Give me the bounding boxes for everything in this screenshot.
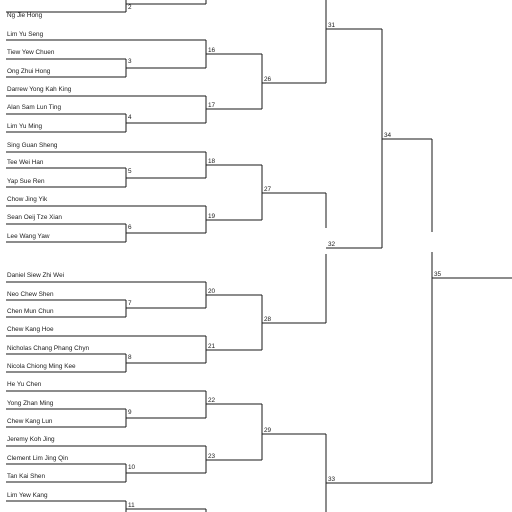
match-number: 33 [328,476,336,483]
match-number: 32 [328,241,336,248]
match-number: 10 [128,464,136,471]
player-slot-lines [6,0,206,501]
match-number: 21 [208,343,216,350]
match-number: 6 [128,224,132,231]
player-name: Chew Kang Hoe [7,326,54,333]
player-name: Clement Lim Jing Qin [7,455,69,462]
match-number: 11 [128,502,135,509]
match-number: 9 [128,409,132,416]
player-name: Ong Zhui Hong [7,68,51,75]
match-number: 3 [128,58,132,65]
player-name: Tee Wei Han [7,159,44,166]
player-name: Ng Jie Hong [7,12,43,19]
match-number: 20 [208,288,216,295]
player-name: Lim Yu Seng [7,31,44,38]
player-name: Daniel Siew Zhi Wei [7,272,65,279]
match-number: 4 [128,114,132,121]
player-name: Darrew Yong Kah King [7,86,72,93]
player-name: Sing Guan Sheng [7,142,58,149]
match-number: 27 [264,186,272,193]
match-number: 35 [434,271,442,278]
player-name: Nicola Chiong Ming Kee [7,363,76,370]
final-connectors [382,29,512,483]
match-number: 23 [208,453,216,460]
player-name: Tan Kai Shen [7,473,46,480]
player-name: Jeremy Koh Jing [7,436,55,443]
match-number: 2 [128,4,132,11]
round4-connectors [326,0,432,512]
player-name: Chen Mun Chun [7,308,54,315]
player-names [7,12,90,499]
match-number: 5 [128,168,132,175]
round2-connectors [206,0,262,512]
match-number: 19 [208,213,216,220]
match-number: 29 [264,427,272,434]
match-number: 18 [208,158,216,165]
player-name: Alan Sam Lun Ting [7,104,61,111]
match-numbers [128,4,442,509]
player-name: Yong Zhan Ming [7,400,54,407]
player-name: Tiew Yew Chuen [7,49,55,56]
round1-outlets [126,4,206,509]
player-name: Neo Chew Shen [7,291,54,298]
player-name: Chow Jing Yik [7,196,48,203]
player-name: Lim Yew Kang [7,492,48,499]
match-number: 34 [384,132,392,139]
match-number: 22 [208,397,216,404]
match-number: 31 [328,22,336,29]
player-name: Yap Sue Ren [7,178,45,185]
player-name: He Yu Chen [7,381,42,388]
player-name: Sean Oeij Tze Xian [7,214,62,221]
player-name: Nicholas Chang Phang Chyn [7,345,90,352]
match-number: 26 [264,76,272,83]
match-number: 28 [264,316,272,323]
player-name: Lim Yu Ming [7,123,43,130]
round3-connectors [262,54,326,460]
match-number: 8 [128,354,132,361]
match-number: 7 [128,300,132,307]
match-number: 17 [208,102,216,109]
match-number: 16 [208,47,216,54]
player-name: Chew Kang Lun [7,418,53,425]
player-name: Lee Wang Yaw [7,233,50,240]
